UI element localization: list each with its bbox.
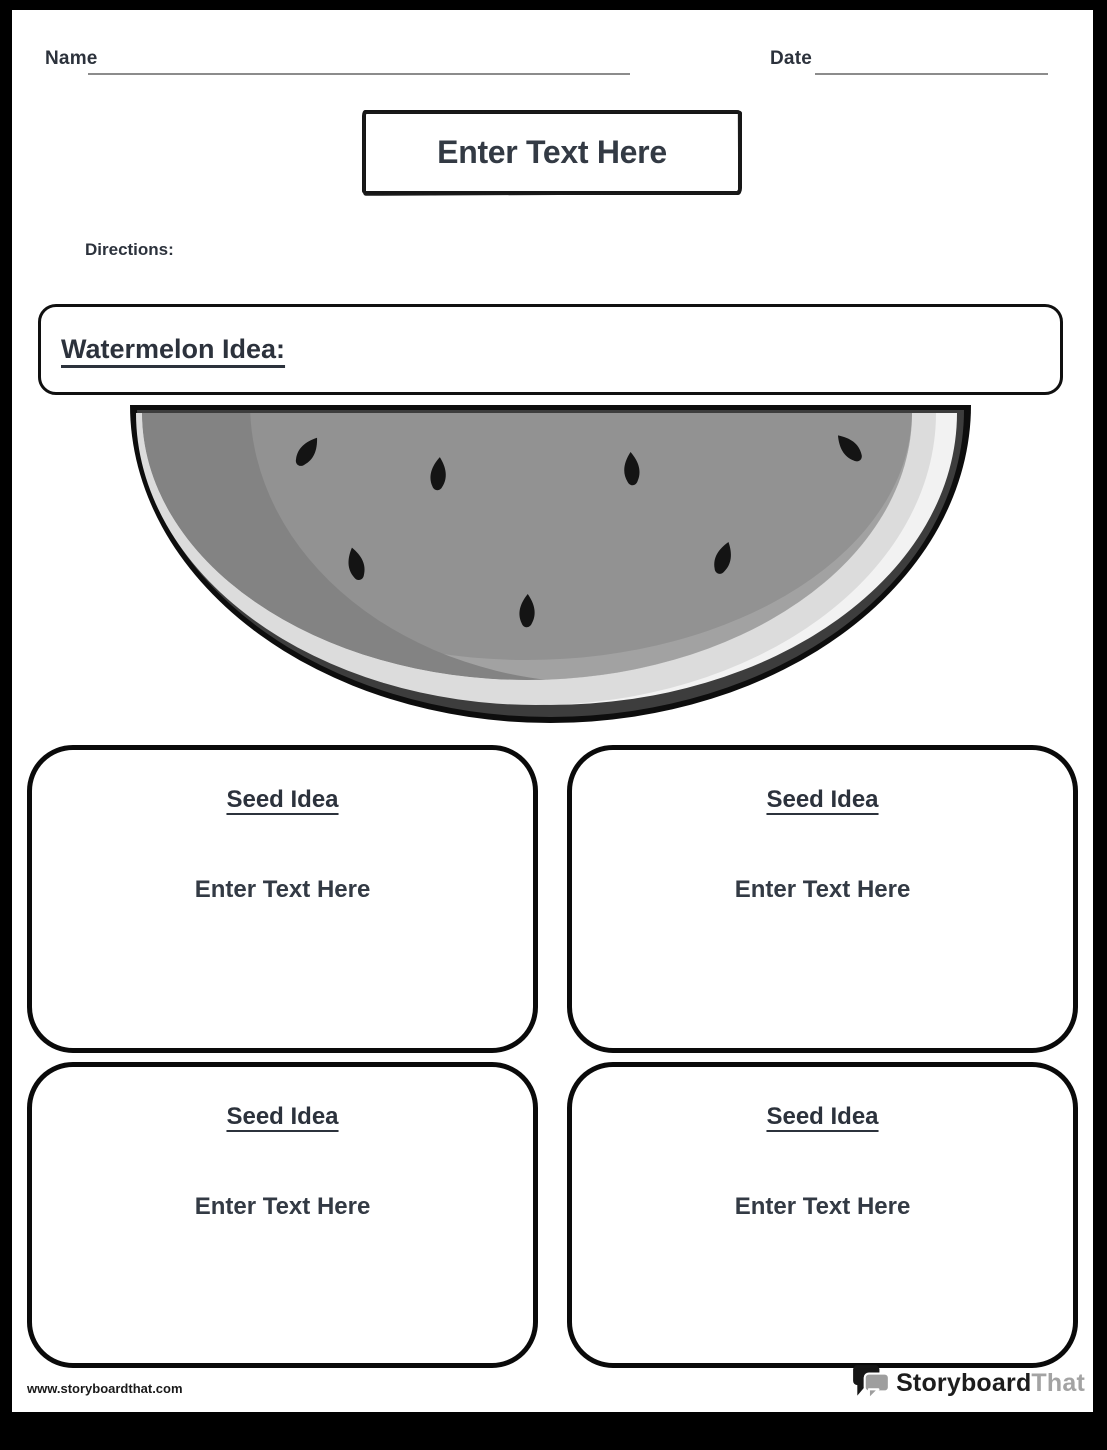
watermelon-idea-box[interactable] — [38, 304, 1063, 395]
storyboardthat-logo — [851, 1364, 1085, 1402]
name-input-line[interactable] — [88, 73, 630, 75]
date-label: Date — [770, 48, 812, 69]
directions-label: Directions: — [85, 240, 174, 259]
watermelon-idea-label: Watermelon Idea: — [61, 334, 286, 364]
logo-text-secondary: That — [1031, 1368, 1085, 1397]
logo-text-primary: Storyboard — [896, 1368, 1032, 1397]
seed-idea-heading: Seed Idea — [226, 1103, 339, 1130]
seed-idea-text[interactable]: Enter Text Here — [734, 1193, 911, 1220]
worksheet-page — [12, 10, 1093, 1412]
speech-bubbles-icon — [851, 1364, 891, 1402]
title-box[interactable] — [362, 110, 742, 195]
name-label: Name — [45, 48, 98, 69]
seed-idea-box-2[interactable] — [567, 745, 1078, 1053]
watermelon-illustration — [128, 403, 973, 727]
seed-idea-box-1[interactable] — [27, 745, 538, 1053]
seed-idea-text[interactable]: Enter Text Here — [194, 876, 371, 903]
seed-idea-heading: Seed Idea — [226, 786, 339, 813]
date-input-line[interactable] — [815, 73, 1048, 75]
seed-idea-text[interactable]: Enter Text Here — [194, 1193, 371, 1220]
seed-idea-box-3[interactable] — [27, 1062, 538, 1368]
title-placeholder[interactable]: Enter Text Here — [437, 134, 667, 170]
seed-idea-text[interactable]: Enter Text Here — [734, 876, 911, 903]
footer-url: www.storyboardthat.com — [27, 1381, 183, 1396]
seed-idea-box-4[interactable] — [567, 1062, 1078, 1368]
seed-idea-heading: Seed Idea — [766, 786, 879, 813]
seed-idea-heading: Seed Idea — [766, 1103, 879, 1130]
